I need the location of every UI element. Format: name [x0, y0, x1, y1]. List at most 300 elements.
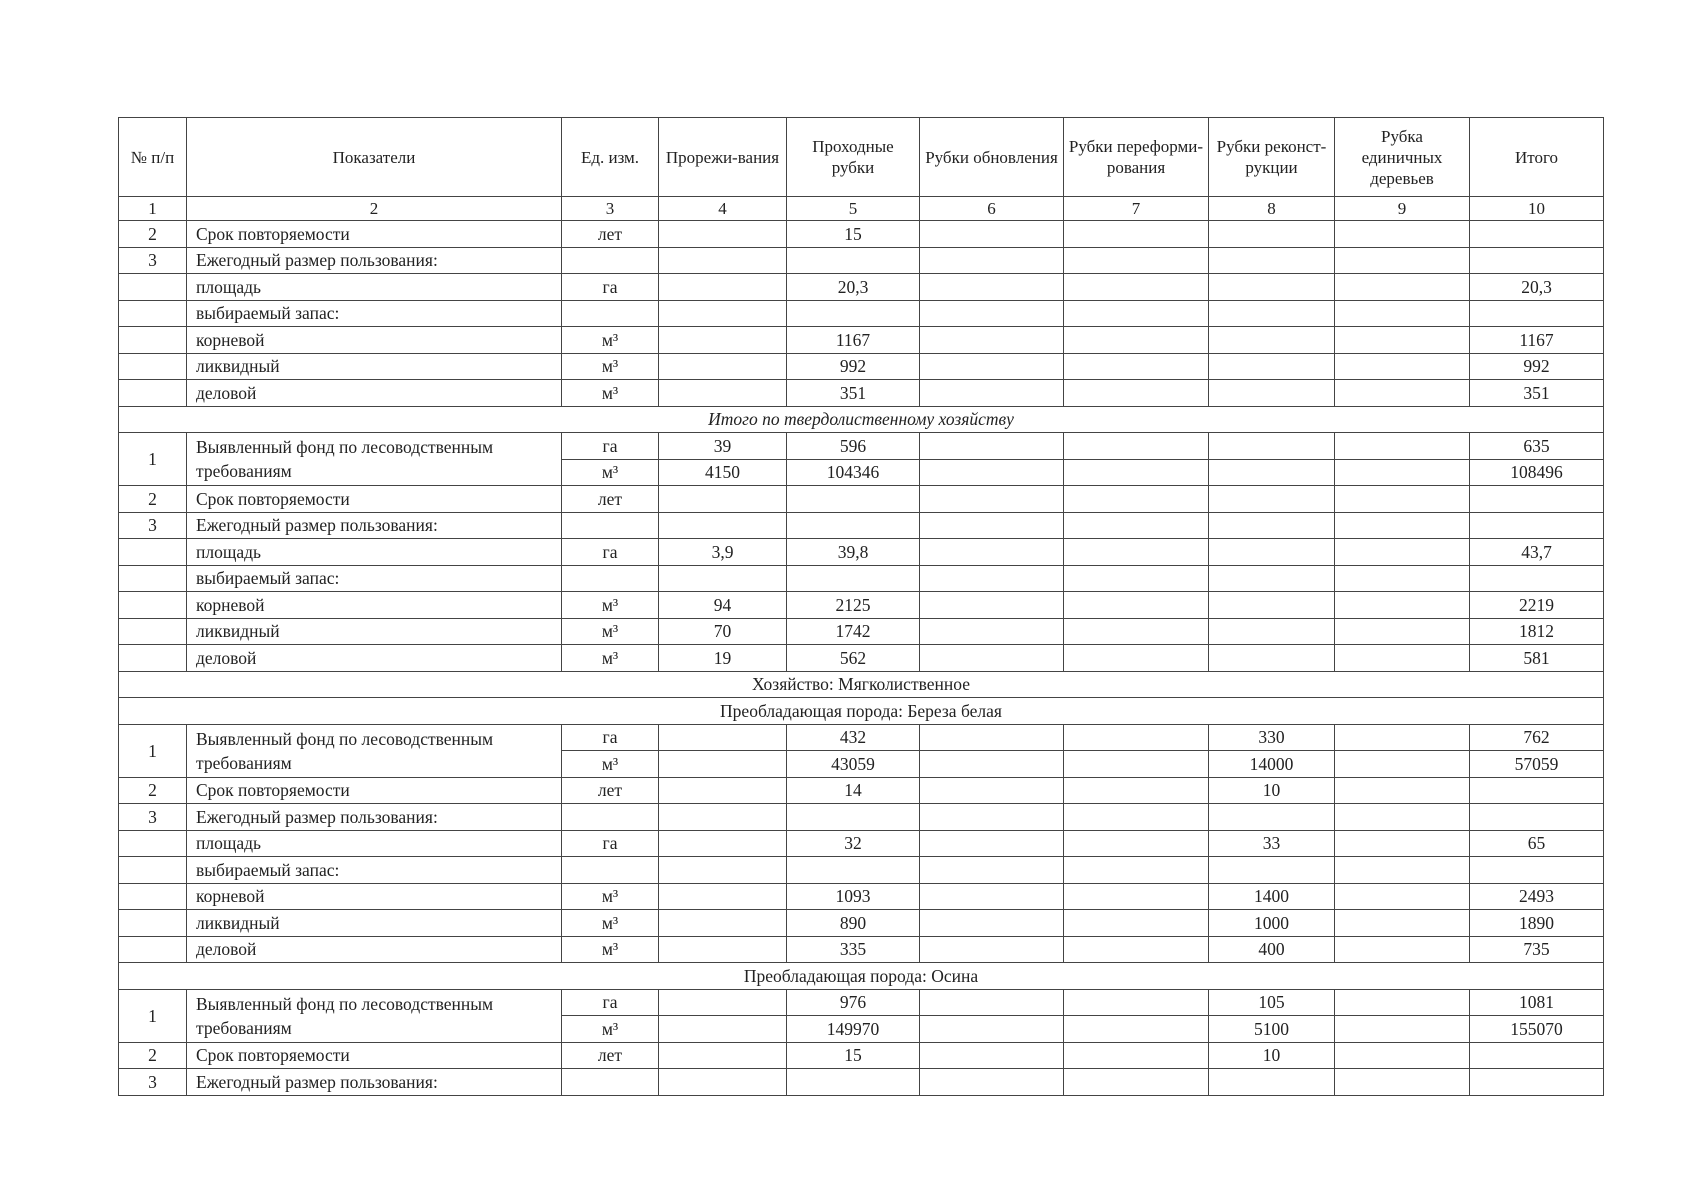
section-title: Хозяйство: Мягколиственное — [119, 671, 1604, 698]
table-row — [119, 433, 1604, 460]
table-row — [119, 353, 1604, 380]
row-number-cell — [119, 539, 187, 566]
table-row — [119, 247, 1604, 274]
indicator-cell: корневой — [187, 327, 562, 354]
value-cell — [659, 1016, 787, 1043]
value-cell — [920, 274, 1064, 301]
unit-cell: м³ — [562, 645, 659, 672]
value-cell — [787, 512, 920, 539]
unit-cell: м³ — [562, 910, 659, 937]
value-cell — [1209, 857, 1335, 884]
value-cell — [1470, 777, 1604, 804]
value-cell — [1335, 989, 1470, 1016]
value-cell: 43,7 — [1470, 539, 1604, 566]
row-number-cell — [119, 883, 187, 910]
value-cell: 2125 — [787, 592, 920, 619]
value-cell — [1335, 1016, 1470, 1043]
value-cell — [1064, 459, 1209, 486]
row-number-cell — [119, 857, 187, 884]
value-cell — [787, 300, 920, 327]
value-cell — [659, 989, 787, 1016]
value-cell: 1167 — [1470, 327, 1604, 354]
value-cell — [920, 433, 1064, 460]
value-cell — [1064, 512, 1209, 539]
value-cell — [1335, 380, 1470, 407]
value-cell — [1064, 327, 1209, 354]
section-title: Преобладающая порода: Осина — [119, 963, 1604, 990]
value-cell: 1081 — [1470, 989, 1604, 1016]
value-cell — [1470, 247, 1604, 274]
table-row — [119, 300, 1604, 327]
value-cell: 19 — [659, 645, 787, 672]
value-cell: 65 — [1470, 830, 1604, 857]
value-cell — [1064, 433, 1209, 460]
value-cell: 57059 — [1470, 751, 1604, 778]
value-cell — [1209, 804, 1335, 831]
value-cell — [1335, 777, 1470, 804]
header-cell: Ед. изм. — [562, 118, 659, 197]
value-cell — [1335, 936, 1470, 963]
section-header-row — [119, 671, 1604, 698]
value-cell — [920, 751, 1064, 778]
value-cell — [1064, 274, 1209, 301]
value-cell: 976 — [787, 989, 920, 1016]
value-cell: 104346 — [787, 459, 920, 486]
value-cell: 20,3 — [787, 274, 920, 301]
value-cell — [1335, 459, 1470, 486]
indicator-cell: Выявленный фонд по лесоводственным требованиям — [187, 989, 562, 1042]
value-cell — [659, 804, 787, 831]
value-cell — [1064, 989, 1209, 1016]
indicator-cell: площадь — [187, 539, 562, 566]
value-cell — [659, 936, 787, 963]
value-cell: 32 — [787, 830, 920, 857]
table-row — [119, 989, 1604, 1016]
value-cell — [659, 751, 787, 778]
row-number-cell — [119, 274, 187, 301]
table-row — [119, 645, 1604, 672]
value-cell — [659, 565, 787, 592]
value-cell: 70 — [659, 618, 787, 645]
value-cell — [1335, 910, 1470, 937]
unit-cell: лет — [562, 1042, 659, 1069]
value-cell — [1335, 274, 1470, 301]
value-cell — [920, 777, 1064, 804]
value-cell — [1209, 486, 1335, 513]
row-number-cell — [119, 936, 187, 963]
value-cell — [787, 857, 920, 884]
indicator-cell: Срок повторяемости — [187, 777, 562, 804]
value-cell — [1209, 274, 1335, 301]
row-number-cell — [119, 327, 187, 354]
value-cell — [1064, 777, 1209, 804]
value-cell — [659, 274, 787, 301]
value-cell — [1335, 751, 1470, 778]
value-cell — [920, 512, 1064, 539]
table-row — [119, 910, 1604, 937]
value-cell — [1335, 565, 1470, 592]
value-cell — [1470, 221, 1604, 248]
document-page — [118, 117, 1604, 1096]
value-cell: 15 — [787, 221, 920, 248]
header-cell: Прорежи-вания — [659, 118, 787, 197]
value-cell — [1209, 565, 1335, 592]
value-cell — [1335, 592, 1470, 619]
value-cell — [659, 830, 787, 857]
value-cell — [1064, 1042, 1209, 1069]
value-cell — [1335, 724, 1470, 751]
value-cell — [1335, 1069, 1470, 1096]
value-cell — [659, 724, 787, 751]
value-cell: 596 — [787, 433, 920, 460]
unit-cell: га — [562, 989, 659, 1016]
value-cell: 10 — [1209, 777, 1335, 804]
unit-cell: лет — [562, 221, 659, 248]
value-cell: 1000 — [1209, 910, 1335, 937]
value-cell — [659, 247, 787, 274]
unit-cell: м³ — [562, 618, 659, 645]
indicator-cell: Срок повторяемости — [187, 221, 562, 248]
value-cell: 3,9 — [659, 539, 787, 566]
value-cell — [920, 804, 1064, 831]
value-cell: 10 — [1209, 1042, 1335, 1069]
row-number-cell: 1 — [119, 989, 187, 1042]
value-cell: 1167 — [787, 327, 920, 354]
column-number-cell: 5 — [787, 197, 920, 221]
value-cell — [1064, 936, 1209, 963]
value-cell — [1064, 883, 1209, 910]
value-cell: 890 — [787, 910, 920, 937]
row-number-cell: 1 — [119, 433, 187, 486]
header-cell: Рубка единичных деревьев — [1335, 118, 1470, 197]
value-cell — [920, 857, 1064, 884]
value-cell — [920, 1042, 1064, 1069]
value-cell — [920, 592, 1064, 619]
indicator-cell: деловой — [187, 936, 562, 963]
unit-cell: м³ — [562, 353, 659, 380]
value-cell — [1335, 857, 1470, 884]
header-cell: Проходные рубки — [787, 118, 920, 197]
row-number-cell — [119, 300, 187, 327]
unit-cell: м³ — [562, 380, 659, 407]
value-cell — [920, 221, 1064, 248]
value-cell — [1335, 539, 1470, 566]
value-cell — [1470, 565, 1604, 592]
unit-cell: га — [562, 274, 659, 301]
row-number-cell: 3 — [119, 512, 187, 539]
value-cell — [1470, 486, 1604, 513]
unit-cell — [562, 804, 659, 831]
value-cell — [659, 221, 787, 248]
indicator-cell: Ежегодный размер пользования: — [187, 804, 562, 831]
section-title: Итого по твердолиственному хозяйству — [119, 406, 1604, 433]
table-row — [119, 221, 1604, 248]
value-cell — [1209, 1069, 1335, 1096]
column-number-cell: 3 — [562, 197, 659, 221]
value-cell: 39,8 — [787, 539, 920, 566]
column-number-cell: 4 — [659, 197, 787, 221]
indicator-cell: деловой — [187, 645, 562, 672]
value-cell — [1470, 1069, 1604, 1096]
value-cell — [920, 1016, 1064, 1043]
value-cell: 14000 — [1209, 751, 1335, 778]
value-cell: 351 — [787, 380, 920, 407]
row-number-cell: 2 — [119, 221, 187, 248]
value-cell — [1064, 724, 1209, 751]
header-row — [119, 118, 1604, 197]
value-cell — [920, 565, 1064, 592]
unit-cell: м³ — [562, 327, 659, 354]
unit-cell: га — [562, 433, 659, 460]
unit-cell: м³ — [562, 592, 659, 619]
value-cell — [1209, 247, 1335, 274]
header-cell: Показатели — [187, 118, 562, 197]
indicator-cell: корневой — [187, 592, 562, 619]
indicator-cell: Ежегодный размер пользования: — [187, 512, 562, 539]
header-cell: Рубки реконст-рукции — [1209, 118, 1335, 197]
value-cell — [920, 883, 1064, 910]
value-cell: 992 — [1470, 353, 1604, 380]
value-cell — [659, 300, 787, 327]
value-cell — [659, 857, 787, 884]
value-cell: 351 — [1470, 380, 1604, 407]
indicator-cell: Выявленный фонд по лесоводственным требованиям — [187, 724, 562, 777]
value-cell: 335 — [787, 936, 920, 963]
value-cell: 43059 — [787, 751, 920, 778]
row-number-cell: 2 — [119, 1042, 187, 1069]
value-cell: 1400 — [1209, 883, 1335, 910]
table-row — [119, 565, 1604, 592]
value-cell: 4150 — [659, 459, 787, 486]
table-row — [119, 936, 1604, 963]
row-number-cell: 3 — [119, 804, 187, 831]
table-row — [119, 724, 1604, 751]
column-number-cell: 8 — [1209, 197, 1335, 221]
value-cell — [1470, 857, 1604, 884]
value-cell — [1335, 433, 1470, 460]
unit-cell — [562, 247, 659, 274]
value-cell — [1335, 645, 1470, 672]
value-cell — [1209, 300, 1335, 327]
row-number-cell — [119, 380, 187, 407]
indicator-cell: Срок повторяемости — [187, 486, 562, 513]
value-cell — [1064, 857, 1209, 884]
unit-cell: лет — [562, 777, 659, 804]
value-cell — [1209, 592, 1335, 619]
section-header-row — [119, 406, 1604, 433]
value-cell: 1890 — [1470, 910, 1604, 937]
unit-cell: м³ — [562, 936, 659, 963]
table-row — [119, 539, 1604, 566]
value-cell — [1335, 512, 1470, 539]
unit-cell: га — [562, 539, 659, 566]
unit-cell — [562, 857, 659, 884]
section-header-row — [119, 698, 1604, 725]
table-row — [119, 380, 1604, 407]
value-cell — [1335, 1042, 1470, 1069]
value-cell: 20,3 — [1470, 274, 1604, 301]
row-number-cell — [119, 910, 187, 937]
unit-cell: м³ — [562, 1016, 659, 1043]
value-cell: 1812 — [1470, 618, 1604, 645]
row-number-cell: 1 — [119, 724, 187, 777]
value-cell — [1209, 459, 1335, 486]
indicator-cell: Ежегодный размер пользования: — [187, 247, 562, 274]
column-number-cell: 6 — [920, 197, 1064, 221]
value-cell — [1064, 380, 1209, 407]
value-cell — [1209, 539, 1335, 566]
value-cell: 762 — [1470, 724, 1604, 751]
value-cell — [1209, 433, 1335, 460]
value-cell — [1064, 353, 1209, 380]
value-cell: 1742 — [787, 618, 920, 645]
indicator-cell: Выявленный фонд по лесоводственным требованиям — [187, 433, 562, 486]
value-cell: 735 — [1470, 936, 1604, 963]
table-row — [119, 804, 1604, 831]
value-cell — [787, 565, 920, 592]
value-cell: 562 — [787, 645, 920, 672]
table-row — [119, 274, 1604, 301]
row-number-cell — [119, 592, 187, 619]
value-cell — [1335, 300, 1470, 327]
value-cell — [1064, 1069, 1209, 1096]
value-cell — [1064, 751, 1209, 778]
table-row — [119, 1069, 1604, 1096]
value-cell — [659, 353, 787, 380]
indicator-cell: площадь — [187, 830, 562, 857]
value-cell — [1335, 327, 1470, 354]
unit-cell — [562, 565, 659, 592]
value-cell — [1209, 645, 1335, 672]
value-cell: 330 — [1209, 724, 1335, 751]
value-cell: 432 — [787, 724, 920, 751]
value-cell — [920, 300, 1064, 327]
table-row — [119, 830, 1604, 857]
value-cell — [1209, 380, 1335, 407]
indicator-cell: выбираемый запас: — [187, 565, 562, 592]
value-cell: 149970 — [787, 1016, 920, 1043]
table-row — [119, 512, 1604, 539]
unit-cell: лет — [562, 486, 659, 513]
value-cell — [1064, 910, 1209, 937]
column-number-row — [119, 197, 1604, 221]
indicator-cell: выбираемый запас: — [187, 857, 562, 884]
indicator-cell: ликвидный — [187, 618, 562, 645]
value-cell — [787, 247, 920, 274]
value-cell: 2219 — [1470, 592, 1604, 619]
value-cell: 15 — [787, 1042, 920, 1069]
value-cell: 581 — [1470, 645, 1604, 672]
indicator-cell: ликвидный — [187, 910, 562, 937]
column-number-cell: 10 — [1470, 197, 1604, 221]
value-cell — [1064, 830, 1209, 857]
table-body — [119, 221, 1604, 1096]
value-cell — [787, 1069, 920, 1096]
indicator-cell: площадь — [187, 274, 562, 301]
value-cell — [920, 936, 1064, 963]
value-cell — [1470, 300, 1604, 327]
value-cell — [1064, 247, 1209, 274]
value-cell — [659, 883, 787, 910]
value-cell — [1335, 221, 1470, 248]
header-cell: Рубки переформи-рования — [1064, 118, 1209, 197]
value-cell — [1064, 565, 1209, 592]
unit-cell: м³ — [562, 883, 659, 910]
value-cell — [1064, 618, 1209, 645]
value-cell: 635 — [1470, 433, 1604, 460]
value-cell — [659, 327, 787, 354]
value-cell — [920, 539, 1064, 566]
table-row — [119, 883, 1604, 910]
value-cell: 33 — [1209, 830, 1335, 857]
value-cell: 5100 — [1209, 1016, 1335, 1043]
value-cell — [920, 486, 1064, 513]
value-cell — [1209, 327, 1335, 354]
unit-cell: га — [562, 830, 659, 857]
unit-cell: га — [562, 724, 659, 751]
row-number-cell: 2 — [119, 777, 187, 804]
value-cell — [920, 724, 1064, 751]
indicator-cell: корневой — [187, 883, 562, 910]
value-cell — [659, 1069, 787, 1096]
section-header-row — [119, 963, 1604, 990]
value-cell — [659, 486, 787, 513]
value-cell: 39 — [659, 433, 787, 460]
value-cell — [920, 353, 1064, 380]
value-cell — [1335, 830, 1470, 857]
value-cell — [920, 327, 1064, 354]
value-cell: 992 — [787, 353, 920, 380]
indicator-cell: Ежегодный размер пользования: — [187, 1069, 562, 1096]
indicator-cell: Срок повторяемости — [187, 1042, 562, 1069]
indicator-cell: ликвидный — [187, 353, 562, 380]
value-cell — [1335, 618, 1470, 645]
value-cell — [1064, 804, 1209, 831]
value-cell: 155070 — [1470, 1016, 1604, 1043]
value-cell — [1064, 486, 1209, 513]
row-number-cell — [119, 830, 187, 857]
forest-use-table — [118, 117, 1604, 1096]
value-cell — [920, 830, 1064, 857]
value-cell — [1064, 221, 1209, 248]
value-cell — [920, 645, 1064, 672]
row-number-cell — [119, 618, 187, 645]
value-cell — [1064, 645, 1209, 672]
value-cell — [1209, 221, 1335, 248]
row-number-cell: 3 — [119, 247, 187, 274]
row-number-cell — [119, 353, 187, 380]
value-cell — [787, 804, 920, 831]
value-cell: 2493 — [1470, 883, 1604, 910]
value-cell — [787, 486, 920, 513]
unit-cell: м³ — [562, 751, 659, 778]
value-cell — [920, 1069, 1064, 1096]
table-row — [119, 327, 1604, 354]
value-cell — [1335, 353, 1470, 380]
value-cell — [1209, 618, 1335, 645]
header-cell: № п/п — [119, 118, 187, 197]
table-row — [119, 618, 1604, 645]
value-cell — [1335, 804, 1470, 831]
row-number-cell: 3 — [119, 1069, 187, 1096]
value-cell — [1470, 804, 1604, 831]
header-cell: Рубки обновления — [920, 118, 1064, 197]
value-cell — [920, 247, 1064, 274]
value-cell — [920, 618, 1064, 645]
header-cell: Итого — [1470, 118, 1604, 197]
value-cell — [1470, 1042, 1604, 1069]
row-number-cell — [119, 645, 187, 672]
